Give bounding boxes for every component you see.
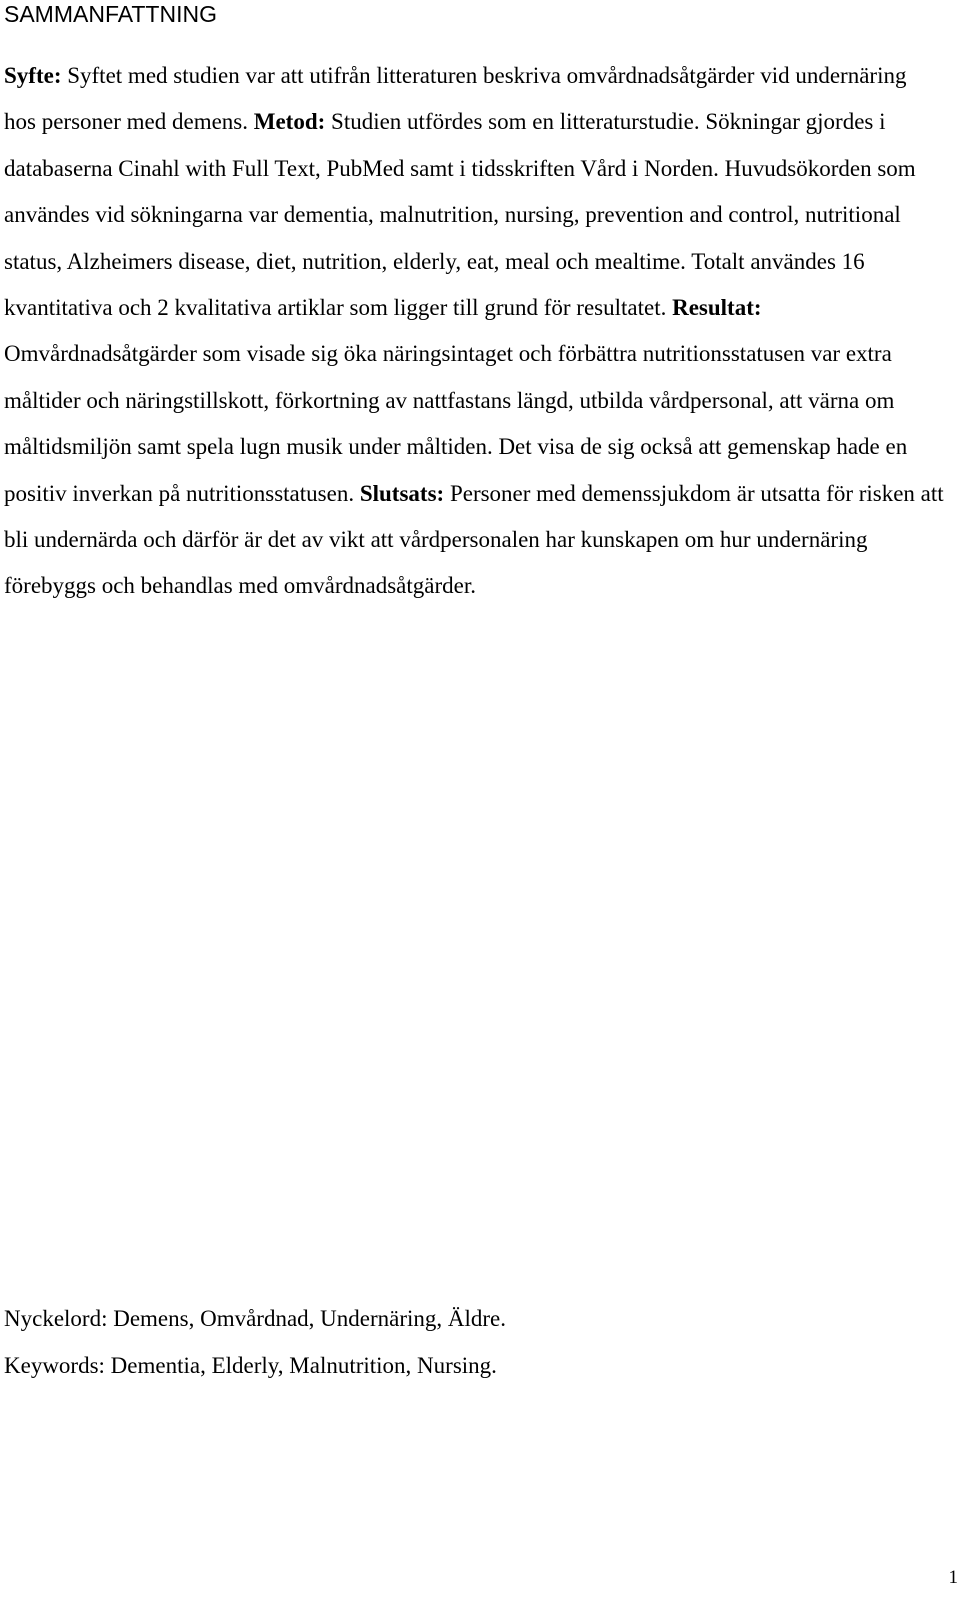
method-label: Metod: [253, 109, 326, 135]
method-text: Studien utfördes som en litteraturstudie. Sökningar gjordes i databaserna Cinahl with Full Text, PubMed samt i tidsskriften Vård i Norden. Huvudsökorden som användes vid sökningarna var dementia, malnutrition, nursing, prevention and control, nutritional status, Alzheimers disease, diet, nutrition, elderly, eat, meal och mealtime. Totalt användes 16 kvantitativa och 2 kvalitativa artiklar som ligger till grund för resultatet. [4, 109, 916, 321]
conclusion-text: Personer med demenssjukdom är utsatta för risken att bli undernärda och därför är det av vikt att vårdpersonalen har kunskapen om hur undernäring förebyggs och behandlas med omvårdnadsåtgärder. [4, 480, 944, 599]
page-number: 1 [948, 1567, 958, 1588]
aim-text: Syftet med studien var att utifrån litteraturen beskriva omvårdnadsåtgärder vid undernäring hos personer med demens. [4, 63, 907, 135]
keywords-swedish: Nyckelord: Demens, Omvårdnad, Undernäring, Äldre. [4, 1306, 507, 1331]
result-text: Omvårdnadsåtgärder som visade sig öka näringsintaget och förbättra nutritionsstatusen var extra måltider och näringstillskott, förkortning av nattfastans längd, utbilda vårdpersonal, att värna om måltidsmiljön samt spela lugn musik under måltiden. Det visa de sig också att gemenskap hade en positiv inverkan på nutritionsstatusen. [4, 341, 908, 506]
aim-label: Syfte: [4, 63, 62, 88]
keywords-english: Keywords: Dementia, Elderly, Malnutrition, Nursing. [4, 1353, 497, 1378]
page-heading: SAMMANFATTNING [4, 1, 217, 27]
abstract-paragraph [4, 53, 944, 610]
conclusion-label: Slutsats: [359, 480, 445, 506]
result-label: Resultat: [672, 295, 762, 321]
